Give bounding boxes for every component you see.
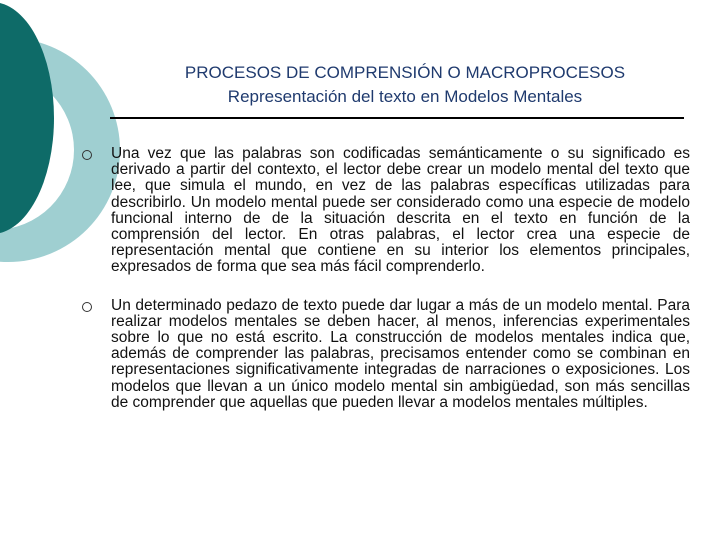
hollow-circle-bullet-icon bbox=[82, 150, 92, 160]
bullet-text: Un determinado pedazo de texto puede dar lugar a más de un modelo mental. Para realizar modelos mentales se deben hacer, al menos, inferencias experimentales sobre lo que no está escrito. La construcción de modelos mentales indica que, además de comprender las palabras, precisamos entender como se combinan en representaciones significativamente integradas de narraciones o exposiciones. Los modelos que llevan a un único modelo mental sin ambigüedad, son más sencillas de comprender que aquellas que pueden llevar a modelos mentales múltiples. bbox=[111, 296, 690, 411]
bullet-list bbox=[82, 146, 690, 433]
hollow-circle-bullet-icon bbox=[82, 302, 92, 312]
bullet-item bbox=[82, 298, 690, 411]
bullet-text: Una vez que las palabras son codificadas semánticamente o su significado es derivado a partir del contexto, el lector debe crear un modelo mental del texto que lee, que simula el mundo, en vez de las palabras específicas utilizadas para describirlo. Un modelo mental puede ser considerado como una especie de modelo funcional interno de de la situación descrita en el texto en función de la comprensión del lector. En otras palabras, el lector crea una especie de representación mental que contiene en su interior los elementos principales, expresados de forma que sea más fácil comprenderlo. bbox=[111, 145, 690, 276]
bullet-item bbox=[82, 146, 690, 276]
title-underline bbox=[110, 117, 684, 119]
slide-title: PROCESOS DE COMPRENSIÓN O MACROPROCESOS bbox=[184, 63, 626, 82]
title-block bbox=[110, 62, 700, 108]
slide-subtitle: Representación del texto en Modelos Mentales bbox=[227, 87, 583, 106]
